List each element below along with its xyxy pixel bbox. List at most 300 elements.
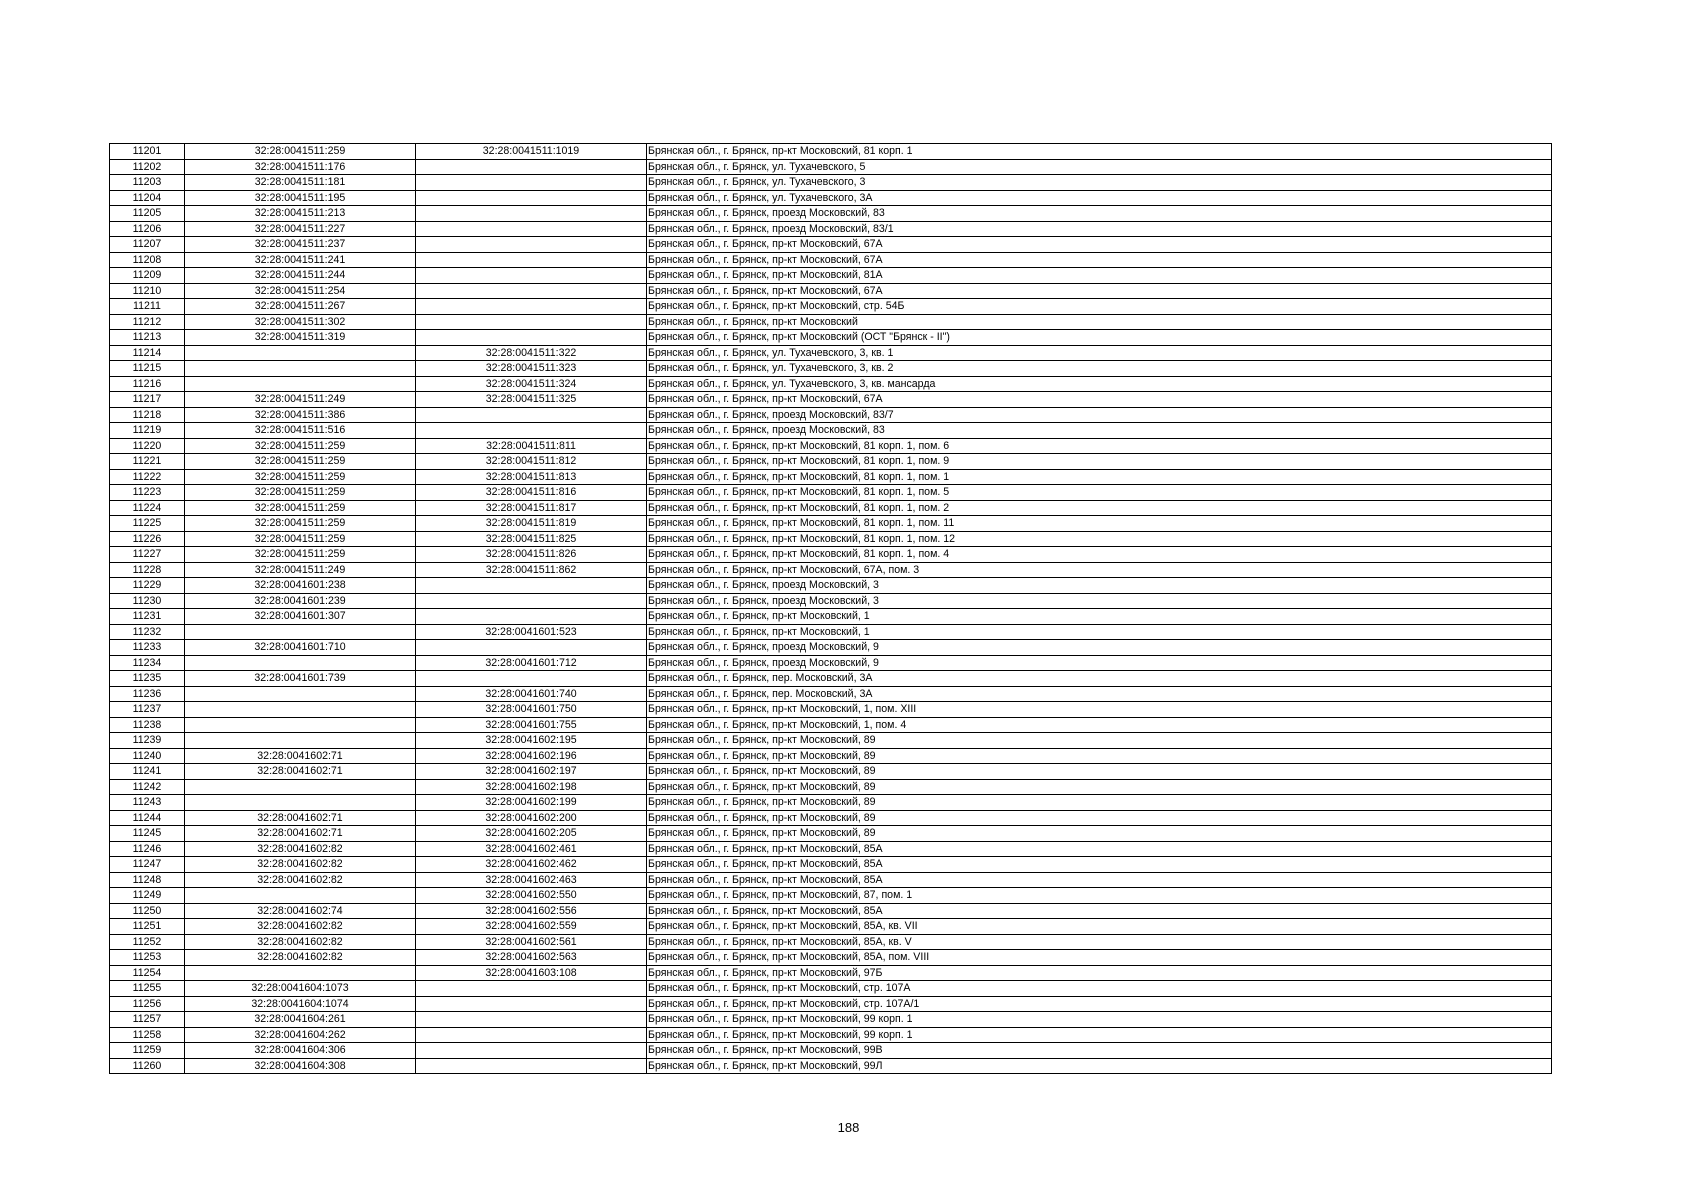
table-row bbox=[110, 547, 1552, 563]
plot-cadastral-number-cell bbox=[185, 965, 416, 981]
address-cell: Брянская обл., г. Брянск, пр-кт Московский, 97Б bbox=[647, 965, 1552, 981]
plot-cadastral-number-cell: 32:28:0041511:181 bbox=[185, 175, 416, 191]
address-cell: Брянская обл., г. Брянск, пр-кт Московский, 81 корп. 1, пом. 6 bbox=[647, 438, 1552, 454]
table-row bbox=[110, 190, 1552, 206]
object-cadastral-number-cell: 32:28:0041603:108 bbox=[416, 965, 647, 981]
row-number-cell: 11257 bbox=[110, 1012, 185, 1028]
address-cell: Брянская обл., г. Брянск, пр-кт Московский, 89 bbox=[647, 810, 1552, 826]
object-cadastral-number-cell: 32:28:0041511:825 bbox=[416, 531, 647, 547]
plot-cadastral-number-cell: 32:28:0041511:227 bbox=[185, 221, 416, 237]
table-row bbox=[110, 562, 1552, 578]
row-number-cell: 11237 bbox=[110, 702, 185, 718]
row-number-cell: 11231 bbox=[110, 609, 185, 625]
table-row bbox=[110, 981, 1552, 997]
row-number-cell: 11230 bbox=[110, 593, 185, 609]
table-row bbox=[110, 841, 1552, 857]
object-cadastral-number-cell: 32:28:0041511:1019 bbox=[416, 144, 647, 160]
object-cadastral-number-cell bbox=[416, 283, 647, 299]
address-cell: Брянская обл., г. Брянск, пр-кт Московский, 89 bbox=[647, 748, 1552, 764]
object-cadastral-number-cell: 32:28:0041602:461 bbox=[416, 841, 647, 857]
table-row bbox=[110, 872, 1552, 888]
row-number-cell: 11203 bbox=[110, 175, 185, 191]
row-number-cell: 11238 bbox=[110, 717, 185, 733]
plot-cadastral-number-cell: 32:28:0041511:259 bbox=[185, 438, 416, 454]
plot-cadastral-number-cell: 32:28:0041602:71 bbox=[185, 764, 416, 780]
address-cell: Брянская обл., г. Брянск, пр-кт Московский, 85А, кв. VII bbox=[647, 919, 1552, 935]
object-cadastral-number-cell: 32:28:0041602:205 bbox=[416, 826, 647, 842]
address-cell: Брянская обл., г. Брянск, пр-кт Московский, 85А, пом. VIII bbox=[647, 950, 1552, 966]
address-cell: Брянская обл., г. Брянск, пр-кт Московский, 87, пом. 1 bbox=[647, 888, 1552, 904]
address-cell: Брянская обл., г. Брянск, пр-кт Московский, 1, пом. 4 bbox=[647, 717, 1552, 733]
object-cadastral-number-cell bbox=[416, 1012, 647, 1028]
address-cell: Брянская обл., г. Брянск, проезд Московский, 9 bbox=[647, 655, 1552, 671]
row-number-cell: 11253 bbox=[110, 950, 185, 966]
table-row bbox=[110, 919, 1552, 935]
plot-cadastral-number-cell: 32:28:0041601:239 bbox=[185, 593, 416, 609]
row-number-cell: 11260 bbox=[110, 1058, 185, 1074]
row-number-cell: 11207 bbox=[110, 237, 185, 253]
plot-cadastral-number-cell bbox=[185, 717, 416, 733]
object-cadastral-number-cell: 32:28:0041602:556 bbox=[416, 903, 647, 919]
object-cadastral-number-cell: 32:28:0041602:559 bbox=[416, 919, 647, 935]
row-number-cell: 11244 bbox=[110, 810, 185, 826]
row-number-cell: 11252 bbox=[110, 934, 185, 950]
cadastral-table bbox=[109, 143, 1552, 1074]
table-row bbox=[110, 485, 1552, 501]
address-cell: Брянская обл., г. Брянск, пр-кт Московский, 99 корп. 1 bbox=[647, 1012, 1552, 1028]
row-number-cell: 11256 bbox=[110, 996, 185, 1012]
address-cell: Брянская обл., г. Брянск, пр-кт Московский, 85А bbox=[647, 903, 1552, 919]
table-row bbox=[110, 299, 1552, 315]
table-row bbox=[110, 144, 1552, 160]
plot-cadastral-number-cell: 32:28:0041604:1073 bbox=[185, 981, 416, 997]
object-cadastral-number-cell bbox=[416, 1058, 647, 1074]
object-cadastral-number-cell: 32:28:0041601:755 bbox=[416, 717, 647, 733]
table-row bbox=[110, 531, 1552, 547]
address-cell: Брянская обл., г. Брянск, пр-кт Московский, 85А bbox=[647, 857, 1552, 873]
row-number-cell: 11226 bbox=[110, 531, 185, 547]
table-row bbox=[110, 500, 1552, 516]
plot-cadastral-number-cell: 32:28:0041602:74 bbox=[185, 903, 416, 919]
plot-cadastral-number-cell: 32:28:0041604:306 bbox=[185, 1043, 416, 1059]
table-row bbox=[110, 810, 1552, 826]
plot-cadastral-number-cell bbox=[185, 779, 416, 795]
table-row bbox=[110, 252, 1552, 268]
object-cadastral-number-cell: 32:28:0041511:816 bbox=[416, 485, 647, 501]
plot-cadastral-number-cell: 32:28:0041602:71 bbox=[185, 826, 416, 842]
row-number-cell: 11223 bbox=[110, 485, 185, 501]
plot-cadastral-number-cell: 32:28:0041511:237 bbox=[185, 237, 416, 253]
address-cell: Брянская обл., г. Брянск, пр-кт Московский, 81А bbox=[647, 268, 1552, 284]
plot-cadastral-number-cell: 32:28:0041511:259 bbox=[185, 469, 416, 485]
row-number-cell: 11220 bbox=[110, 438, 185, 454]
row-number-cell: 11254 bbox=[110, 965, 185, 981]
object-cadastral-number-cell bbox=[416, 237, 647, 253]
object-cadastral-number-cell bbox=[416, 1043, 647, 1059]
plot-cadastral-number-cell bbox=[185, 345, 416, 361]
address-cell: Брянская обл., г. Брянск, пр-кт Московский, 85А, кв. V bbox=[647, 934, 1552, 950]
address-cell: Брянская обл., г. Брянск, пр-кт Московский, 67А bbox=[647, 392, 1552, 408]
address-cell: Брянская обл., г. Брянск, пр-кт Московский, 81 корп. 1, пом. 2 bbox=[647, 500, 1552, 516]
plot-cadastral-number-cell: 32:28:0041601:307 bbox=[185, 609, 416, 625]
plot-cadastral-number-cell: 32:28:0041601:710 bbox=[185, 640, 416, 656]
row-number-cell: 11239 bbox=[110, 733, 185, 749]
plot-cadastral-number-cell: 32:28:0041511:249 bbox=[185, 392, 416, 408]
row-number-cell: 11225 bbox=[110, 516, 185, 532]
address-cell: Брянская обл., г. Брянск, пр-кт Московский, стр. 54Б bbox=[647, 299, 1552, 315]
row-number-cell: 11211 bbox=[110, 299, 185, 315]
plot-cadastral-number-cell: 32:28:0041602:82 bbox=[185, 919, 416, 935]
table-row bbox=[110, 1043, 1552, 1059]
address-cell: Брянская обл., г. Брянск, пр-кт Московский, 81 корп. 1, пом. 11 bbox=[647, 516, 1552, 532]
object-cadastral-number-cell: 32:28:0041602:196 bbox=[416, 748, 647, 764]
table-row bbox=[110, 826, 1552, 842]
address-cell: Брянская обл., г. Брянск, пр-кт Московский, 89 bbox=[647, 795, 1552, 811]
row-number-cell: 11233 bbox=[110, 640, 185, 656]
object-cadastral-number-cell bbox=[416, 159, 647, 175]
object-cadastral-number-cell: 32:28:0041602:561 bbox=[416, 934, 647, 950]
row-number-cell: 11259 bbox=[110, 1043, 185, 1059]
row-number-cell: 11227 bbox=[110, 547, 185, 563]
object-cadastral-number-cell: 32:28:0041511:862 bbox=[416, 562, 647, 578]
object-cadastral-number-cell: 32:28:0041602:550 bbox=[416, 888, 647, 904]
row-number-cell: 11249 bbox=[110, 888, 185, 904]
plot-cadastral-number-cell bbox=[185, 888, 416, 904]
address-cell: Брянская обл., г. Брянск, пр-кт Московский bbox=[647, 314, 1552, 330]
object-cadastral-number-cell: 32:28:0041602:463 bbox=[416, 872, 647, 888]
row-number-cell: 11213 bbox=[110, 330, 185, 346]
object-cadastral-number-cell: 32:28:0041602:198 bbox=[416, 779, 647, 795]
address-cell: Брянская обл., г. Брянск, проезд Московский, 9 bbox=[647, 640, 1552, 656]
table-row bbox=[110, 609, 1552, 625]
row-number-cell: 11205 bbox=[110, 206, 185, 222]
table-row bbox=[110, 748, 1552, 764]
object-cadastral-number-cell: 32:28:0041511:323 bbox=[416, 361, 647, 377]
table-row bbox=[110, 268, 1552, 284]
table-row bbox=[110, 593, 1552, 609]
address-cell: Брянская обл., г. Брянск, пр-кт Московский, 89 bbox=[647, 779, 1552, 795]
table-row bbox=[110, 888, 1552, 904]
plot-cadastral-number-cell: 32:28:0041602:71 bbox=[185, 810, 416, 826]
row-number-cell: 11242 bbox=[110, 779, 185, 795]
table-row bbox=[110, 965, 1552, 981]
plot-cadastral-number-cell: 32:28:0041511:259 bbox=[185, 485, 416, 501]
row-number-cell: 11241 bbox=[110, 764, 185, 780]
object-cadastral-number-cell bbox=[416, 996, 647, 1012]
object-cadastral-number-cell: 32:28:0041601:750 bbox=[416, 702, 647, 718]
object-cadastral-number-cell bbox=[416, 252, 647, 268]
address-cell: Брянская обл., г. Брянск, пр-кт Московский, 81 корп. 1, пом. 12 bbox=[647, 531, 1552, 547]
address-cell: Брянская обл., г. Брянск, проезд Московский, 83 bbox=[647, 423, 1552, 439]
row-number-cell: 11208 bbox=[110, 252, 185, 268]
table-row bbox=[110, 1012, 1552, 1028]
address-cell: Брянская обл., г. Брянск, пр-кт Московский, 67А bbox=[647, 252, 1552, 268]
plot-cadastral-number-cell: 32:28:0041602:82 bbox=[185, 950, 416, 966]
address-cell: Брянская обл., г. Брянск, пр-кт Московский, 85А bbox=[647, 872, 1552, 888]
table-row bbox=[110, 857, 1552, 873]
object-cadastral-number-cell bbox=[416, 578, 647, 594]
table-row bbox=[110, 175, 1552, 191]
address-cell: Брянская обл., г. Брянск, ул. Тухачевского, 3, кв. 2 bbox=[647, 361, 1552, 377]
address-cell: Брянская обл., г. Брянск, пр-кт Московский, 81 корп. 1, пом. 9 bbox=[647, 454, 1552, 470]
plot-cadastral-number-cell bbox=[185, 686, 416, 702]
row-number-cell: 11258 bbox=[110, 1027, 185, 1043]
object-cadastral-number-cell: 32:28:0041602:563 bbox=[416, 950, 647, 966]
plot-cadastral-number-cell: 32:28:0041511:259 bbox=[185, 454, 416, 470]
plot-cadastral-number-cell: 32:28:0041511:302 bbox=[185, 314, 416, 330]
plot-cadastral-number-cell bbox=[185, 361, 416, 377]
row-number-cell: 11215 bbox=[110, 361, 185, 377]
object-cadastral-number-cell bbox=[416, 593, 647, 609]
plot-cadastral-number-cell: 32:28:0041602:82 bbox=[185, 934, 416, 950]
plot-cadastral-number-cell: 32:28:0041511:259 bbox=[185, 500, 416, 516]
address-cell: Брянская обл., г. Брянск, пр-кт Московский, 99Л bbox=[647, 1058, 1552, 1074]
row-number-cell: 11232 bbox=[110, 624, 185, 640]
table-row bbox=[110, 578, 1552, 594]
object-cadastral-number-cell: 32:28:0041602:197 bbox=[416, 764, 647, 780]
row-number-cell: 11217 bbox=[110, 392, 185, 408]
table-row bbox=[110, 717, 1552, 733]
plot-cadastral-number-cell bbox=[185, 795, 416, 811]
row-number-cell: 11235 bbox=[110, 671, 185, 687]
row-number-cell: 11218 bbox=[110, 407, 185, 423]
table-body bbox=[110, 144, 1552, 1074]
address-cell: Брянская обл., г. Брянск, ул. Тухачевского, 3 bbox=[647, 175, 1552, 191]
plot-cadastral-number-cell: 32:28:0041511:259 bbox=[185, 531, 416, 547]
object-cadastral-number-cell bbox=[416, 1027, 647, 1043]
row-number-cell: 11204 bbox=[110, 190, 185, 206]
table-row bbox=[110, 361, 1552, 377]
plot-cadastral-number-cell: 32:28:0041604:262 bbox=[185, 1027, 416, 1043]
table-row bbox=[110, 237, 1552, 253]
object-cadastral-number-cell: 32:28:0041602:199 bbox=[416, 795, 647, 811]
address-cell: Брянская обл., г. Брянск, пр-кт Московский, стр. 107А/1 bbox=[647, 996, 1552, 1012]
table-row bbox=[110, 376, 1552, 392]
object-cadastral-number-cell: 32:28:0041511:322 bbox=[416, 345, 647, 361]
table-row bbox=[110, 950, 1552, 966]
row-number-cell: 11246 bbox=[110, 841, 185, 857]
address-cell: Брянская обл., г. Брянск, проезд Московский, 83 bbox=[647, 206, 1552, 222]
table-row bbox=[110, 206, 1552, 222]
plot-cadastral-number-cell bbox=[185, 655, 416, 671]
address-cell: Брянская обл., г. Брянск, пр-кт Московский, 99 корп. 1 bbox=[647, 1027, 1552, 1043]
table-row bbox=[110, 159, 1552, 175]
object-cadastral-number-cell: 32:28:0041511:812 bbox=[416, 454, 647, 470]
address-cell: Брянская обл., г. Брянск, пр-кт Московский, 89 bbox=[647, 764, 1552, 780]
table-row bbox=[110, 345, 1552, 361]
row-number-cell: 11240 bbox=[110, 748, 185, 764]
row-number-cell: 11245 bbox=[110, 826, 185, 842]
plot-cadastral-number-cell: 32:28:0041511:259 bbox=[185, 144, 416, 160]
object-cadastral-number-cell bbox=[416, 671, 647, 687]
address-cell: Брянская обл., г. Брянск, пр-кт Московский, 67А bbox=[647, 283, 1552, 299]
object-cadastral-number-cell bbox=[416, 299, 647, 315]
address-cell: Брянская обл., г. Брянск, пр-кт Московский, 1, пом. XIII bbox=[647, 702, 1552, 718]
object-cadastral-number-cell: 32:28:0041602:462 bbox=[416, 857, 647, 873]
address-cell: Брянская обл., г. Брянск, пр-кт Московский, стр. 107А bbox=[647, 981, 1552, 997]
object-cadastral-number-cell: 32:28:0041602:200 bbox=[416, 810, 647, 826]
table-row bbox=[110, 903, 1552, 919]
row-number-cell: 11243 bbox=[110, 795, 185, 811]
plot-cadastral-number-cell bbox=[185, 376, 416, 392]
plot-cadastral-number-cell bbox=[185, 702, 416, 718]
row-number-cell: 11202 bbox=[110, 159, 185, 175]
address-cell: Брянская обл., г. Брянск, ул. Тухачевского, 3А bbox=[647, 190, 1552, 206]
address-cell: Брянская обл., г. Брянск, пр-кт Московский, 99В bbox=[647, 1043, 1552, 1059]
plot-cadastral-number-cell: 32:28:0041511:386 bbox=[185, 407, 416, 423]
plot-cadastral-number-cell: 32:28:0041511:259 bbox=[185, 516, 416, 532]
table-row bbox=[110, 640, 1552, 656]
address-cell: Брянская обл., г. Брянск, ул. Тухачевского, 5 bbox=[647, 159, 1552, 175]
address-cell: Брянская обл., г. Брянск, проезд Московский, 83/7 bbox=[647, 407, 1552, 423]
table-row bbox=[110, 624, 1552, 640]
object-cadastral-number-cell: 32:28:0041601:712 bbox=[416, 655, 647, 671]
plot-cadastral-number-cell bbox=[185, 733, 416, 749]
object-cadastral-number-cell bbox=[416, 314, 647, 330]
plot-cadastral-number-cell: 32:28:0041602:82 bbox=[185, 872, 416, 888]
object-cadastral-number-cell: 32:28:0041511:817 bbox=[416, 500, 647, 516]
plot-cadastral-number-cell bbox=[185, 624, 416, 640]
address-cell: Брянская обл., г. Брянск, пр-кт Московский, 1 bbox=[647, 624, 1552, 640]
row-number-cell: 11222 bbox=[110, 469, 185, 485]
object-cadastral-number-cell bbox=[416, 206, 647, 222]
row-number-cell: 11228 bbox=[110, 562, 185, 578]
plot-cadastral-number-cell: 32:28:0041511:516 bbox=[185, 423, 416, 439]
address-cell: Брянская обл., г. Брянск, пер. Московский, 3А bbox=[647, 671, 1552, 687]
table-row bbox=[110, 454, 1552, 470]
row-number-cell: 11250 bbox=[110, 903, 185, 919]
address-cell: Брянская обл., г. Брянск, пр-кт Московский (ОСТ "Брянск - II") bbox=[647, 330, 1552, 346]
address-cell: Брянская обл., г. Брянск, проезд Московский, 3 bbox=[647, 578, 1552, 594]
plot-cadastral-number-cell: 32:28:0041602:82 bbox=[185, 857, 416, 873]
plot-cadastral-number-cell: 32:28:0041511:254 bbox=[185, 283, 416, 299]
plot-cadastral-number-cell: 32:28:0041604:1074 bbox=[185, 996, 416, 1012]
address-cell: Брянская обл., г. Брянск, пр-кт Московский, 89 bbox=[647, 733, 1552, 749]
table-row bbox=[110, 221, 1552, 237]
table-row bbox=[110, 1058, 1552, 1074]
plot-cadastral-number-cell: 32:28:0041511:259 bbox=[185, 547, 416, 563]
object-cadastral-number-cell: 32:28:0041511:826 bbox=[416, 547, 647, 563]
address-cell: Брянская обл., г. Брянск, ул. Тухачевского, 3, кв. 1 bbox=[647, 345, 1552, 361]
object-cadastral-number-cell bbox=[416, 190, 647, 206]
plot-cadastral-number-cell: 32:28:0041511:195 bbox=[185, 190, 416, 206]
row-number-cell: 11229 bbox=[110, 578, 185, 594]
row-number-cell: 11236 bbox=[110, 686, 185, 702]
address-cell: Брянская обл., г. Брянск, пр-кт Московский, 81 корп. 1, пом. 4 bbox=[647, 547, 1552, 563]
object-cadastral-number-cell: 32:28:0041601:740 bbox=[416, 686, 647, 702]
table-row bbox=[110, 934, 1552, 950]
plot-cadastral-number-cell: 32:28:0041602:82 bbox=[185, 841, 416, 857]
row-number-cell: 11219 bbox=[110, 423, 185, 439]
address-cell: Брянская обл., г. Брянск, пр-кт Московский, 85А bbox=[647, 841, 1552, 857]
table-row bbox=[110, 795, 1552, 811]
row-number-cell: 11221 bbox=[110, 454, 185, 470]
table-row bbox=[110, 1027, 1552, 1043]
plot-cadastral-number-cell: 32:28:0041602:71 bbox=[185, 748, 416, 764]
table-row bbox=[110, 392, 1552, 408]
address-cell: Брянская обл., г. Брянск, пр-кт Московский, 1 bbox=[647, 609, 1552, 625]
row-number-cell: 11206 bbox=[110, 221, 185, 237]
row-number-cell: 11247 bbox=[110, 857, 185, 873]
plot-cadastral-number-cell: 32:28:0041511:244 bbox=[185, 268, 416, 284]
plot-cadastral-number-cell: 32:28:0041511:267 bbox=[185, 299, 416, 315]
address-cell: Брянская обл., г. Брянск, пр-кт Московский, 89 bbox=[647, 826, 1552, 842]
table-row bbox=[110, 407, 1552, 423]
table-row bbox=[110, 469, 1552, 485]
plot-cadastral-number-cell: 32:28:0041511:176 bbox=[185, 159, 416, 175]
table-row bbox=[110, 779, 1552, 795]
table-row bbox=[110, 764, 1552, 780]
table-row bbox=[110, 655, 1552, 671]
plot-cadastral-number-cell: 32:28:0041511:319 bbox=[185, 330, 416, 346]
address-cell: Брянская обл., г. Брянск, пр-кт Московский, 81 корп. 1 bbox=[647, 144, 1552, 160]
address-cell: Брянская обл., г. Брянск, проезд Московский, 3 bbox=[647, 593, 1552, 609]
row-number-cell: 11210 bbox=[110, 283, 185, 299]
object-cadastral-number-cell: 32:28:0041511:811 bbox=[416, 438, 647, 454]
object-cadastral-number-cell bbox=[416, 407, 647, 423]
object-cadastral-number-cell bbox=[416, 981, 647, 997]
row-number-cell: 11214 bbox=[110, 345, 185, 361]
row-number-cell: 11251 bbox=[110, 919, 185, 935]
address-cell: Брянская обл., г. Брянск, пр-кт Московский, 67А bbox=[647, 237, 1552, 253]
row-number-cell: 11248 bbox=[110, 872, 185, 888]
object-cadastral-number-cell bbox=[416, 640, 647, 656]
plot-cadastral-number-cell: 32:28:0041601:238 bbox=[185, 578, 416, 594]
table-row bbox=[110, 671, 1552, 687]
object-cadastral-number-cell bbox=[416, 221, 647, 237]
table-row bbox=[110, 686, 1552, 702]
object-cadastral-number-cell: 32:28:0041511:325 bbox=[416, 392, 647, 408]
page-number: 188 bbox=[837, 1120, 860, 1135]
plot-cadastral-number-cell: 32:28:0041511:249 bbox=[185, 562, 416, 578]
row-number-cell: 11255 bbox=[110, 981, 185, 997]
address-cell: Брянская обл., г. Брянск, пр-кт Московский, 81 корп. 1, пом. 5 bbox=[647, 485, 1552, 501]
table-row bbox=[110, 314, 1552, 330]
address-cell: Брянская обл., г. Брянск, пер. Московский, 3А bbox=[647, 686, 1552, 702]
address-cell: Брянская обл., г. Брянск, ул. Тухачевского, 3, кв. мансарда bbox=[647, 376, 1552, 392]
plot-cadastral-number-cell: 32:28:0041511:213 bbox=[185, 206, 416, 222]
table-row bbox=[110, 423, 1552, 439]
object-cadastral-number-cell: 32:28:0041602:195 bbox=[416, 733, 647, 749]
address-cell: Брянская обл., г. Брянск, пр-кт Московский, 67А, пом. 3 bbox=[647, 562, 1552, 578]
object-cadastral-number-cell bbox=[416, 268, 647, 284]
row-number-cell: 11234 bbox=[110, 655, 185, 671]
table-row bbox=[110, 438, 1552, 454]
table-row bbox=[110, 733, 1552, 749]
address-cell: Брянская обл., г. Брянск, проезд Московский, 83/1 bbox=[647, 221, 1552, 237]
object-cadastral-number-cell: 32:28:0041601:523 bbox=[416, 624, 647, 640]
object-cadastral-number-cell: 32:28:0041511:813 bbox=[416, 469, 647, 485]
object-cadastral-number-cell bbox=[416, 423, 647, 439]
object-cadastral-number-cell bbox=[416, 330, 647, 346]
table-row bbox=[110, 283, 1552, 299]
plot-cadastral-number-cell: 32:28:0041604:308 bbox=[185, 1058, 416, 1074]
address-cell: Брянская обл., г. Брянск, пр-кт Московский, 81 корп. 1, пом. 1 bbox=[647, 469, 1552, 485]
plot-cadastral-number-cell: 32:28:0041601:739 bbox=[185, 671, 416, 687]
table-row bbox=[110, 702, 1552, 718]
row-number-cell: 11224 bbox=[110, 500, 185, 516]
plot-cadastral-number-cell: 32:28:0041604:261 bbox=[185, 1012, 416, 1028]
object-cadastral-number-cell bbox=[416, 609, 647, 625]
row-number-cell: 11209 bbox=[110, 268, 185, 284]
object-cadastral-number-cell bbox=[416, 175, 647, 191]
object-cadastral-number-cell: 32:28:0041511:819 bbox=[416, 516, 647, 532]
table-row bbox=[110, 996, 1552, 1012]
plot-cadastral-number-cell: 32:28:0041511:241 bbox=[185, 252, 416, 268]
object-cadastral-number-cell: 32:28:0041511:324 bbox=[416, 376, 647, 392]
row-number-cell: 11216 bbox=[110, 376, 185, 392]
table-row bbox=[110, 330, 1552, 346]
